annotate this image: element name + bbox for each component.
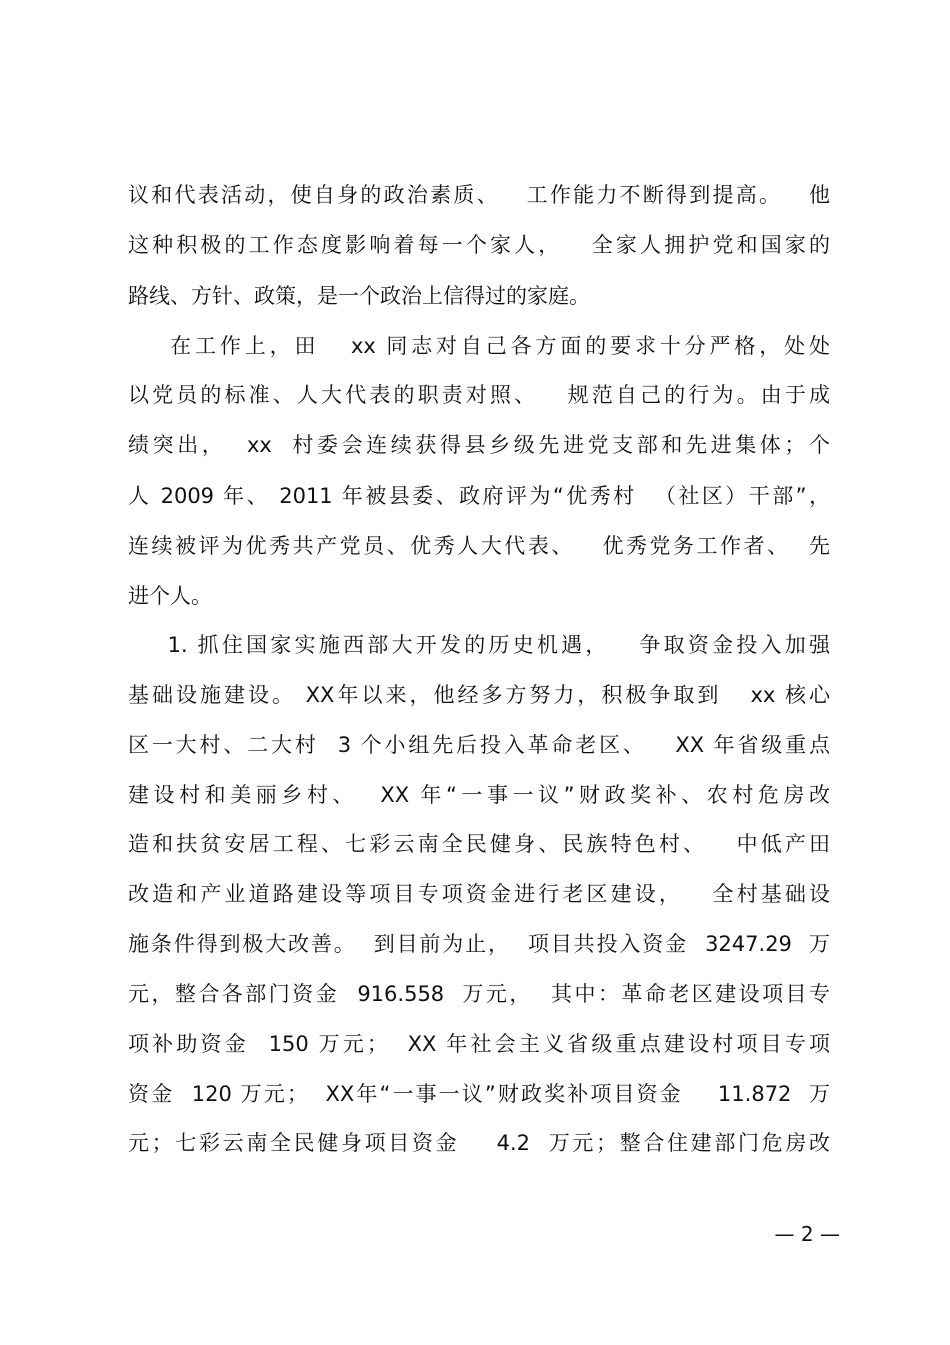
text-line: 路线、方针、政策，是一个政治上信得过的家庭。 bbox=[128, 284, 590, 308]
text-line: 元，整合各部门资金 916.558 万元， 其中：革命老区建设项目专 bbox=[128, 982, 830, 1006]
text-line: 议和代表活动，使自身的政治素质、 工作能力不断得到提高。 他 bbox=[128, 183, 830, 207]
text-line: 1. 抓住国家实施西部大开发的历史机遇， 争取资金投入加强 bbox=[128, 633, 830, 657]
text-line: 造和扶贫安居工程、七彩云南全民健身、民族特色村、 中低产田 bbox=[128, 832, 830, 856]
text-line: 人 2009 年、 2011 年被县委、政府评为“优秀村 （社区）干部”， bbox=[128, 484, 830, 508]
text-line: 区一大村、二大村 3 个小组先后投入革命老区、 XX 年省级重点 bbox=[128, 733, 830, 757]
text-line: 进个人。 bbox=[128, 584, 212, 608]
text-line: 连续被评为优秀共产党员、优秀人大代表、 优秀党务工作者、 先 bbox=[128, 534, 830, 558]
text-line: 基础设施建设。 XX年以来，他经多方努力，积极争取到 xx 核心 bbox=[128, 683, 830, 707]
text-line: 施条件得到极大改善。 到目前为止， 项目共投入资金 3247.29 万 bbox=[128, 932, 830, 956]
text-line: 改造和产业道路建设等项目专项资金进行老区建设， 全村基础设 bbox=[128, 882, 830, 906]
text-line: 在工作上，田 xx 同志对自己各方面的要求十分严格，处处 bbox=[128, 334, 830, 358]
text-line: 这种积极的工作态度影响着每一个家人， 全家人拥护党和国家的 bbox=[128, 233, 830, 257]
text-line: 元；七彩云南全民健身项目资金 4.2 万元；整合住建部门危房改 bbox=[128, 1131, 830, 1155]
text-line: 资金 120 万元； XX年“一事一议”财政奖补项目资金 11.872 万 bbox=[128, 1082, 830, 1106]
text-line: 以党员的标准、人大代表的职责对照、 规范自己的行为。由于成 bbox=[128, 383, 830, 407]
text-line: 绩突出， xx 村委会连续获得县乡级先进党支部和先进集体；个 bbox=[128, 433, 830, 457]
text-line: 项补助资金 150 万元； XX 年社会主义省级重点建设村项目专项 bbox=[128, 1032, 830, 1056]
text-line: 建设村和美丽乡村、 XX 年“一事一议”财政奖补、农村危房改 bbox=[128, 783, 830, 807]
page-number: — 2 — bbox=[774, 1222, 840, 1246]
